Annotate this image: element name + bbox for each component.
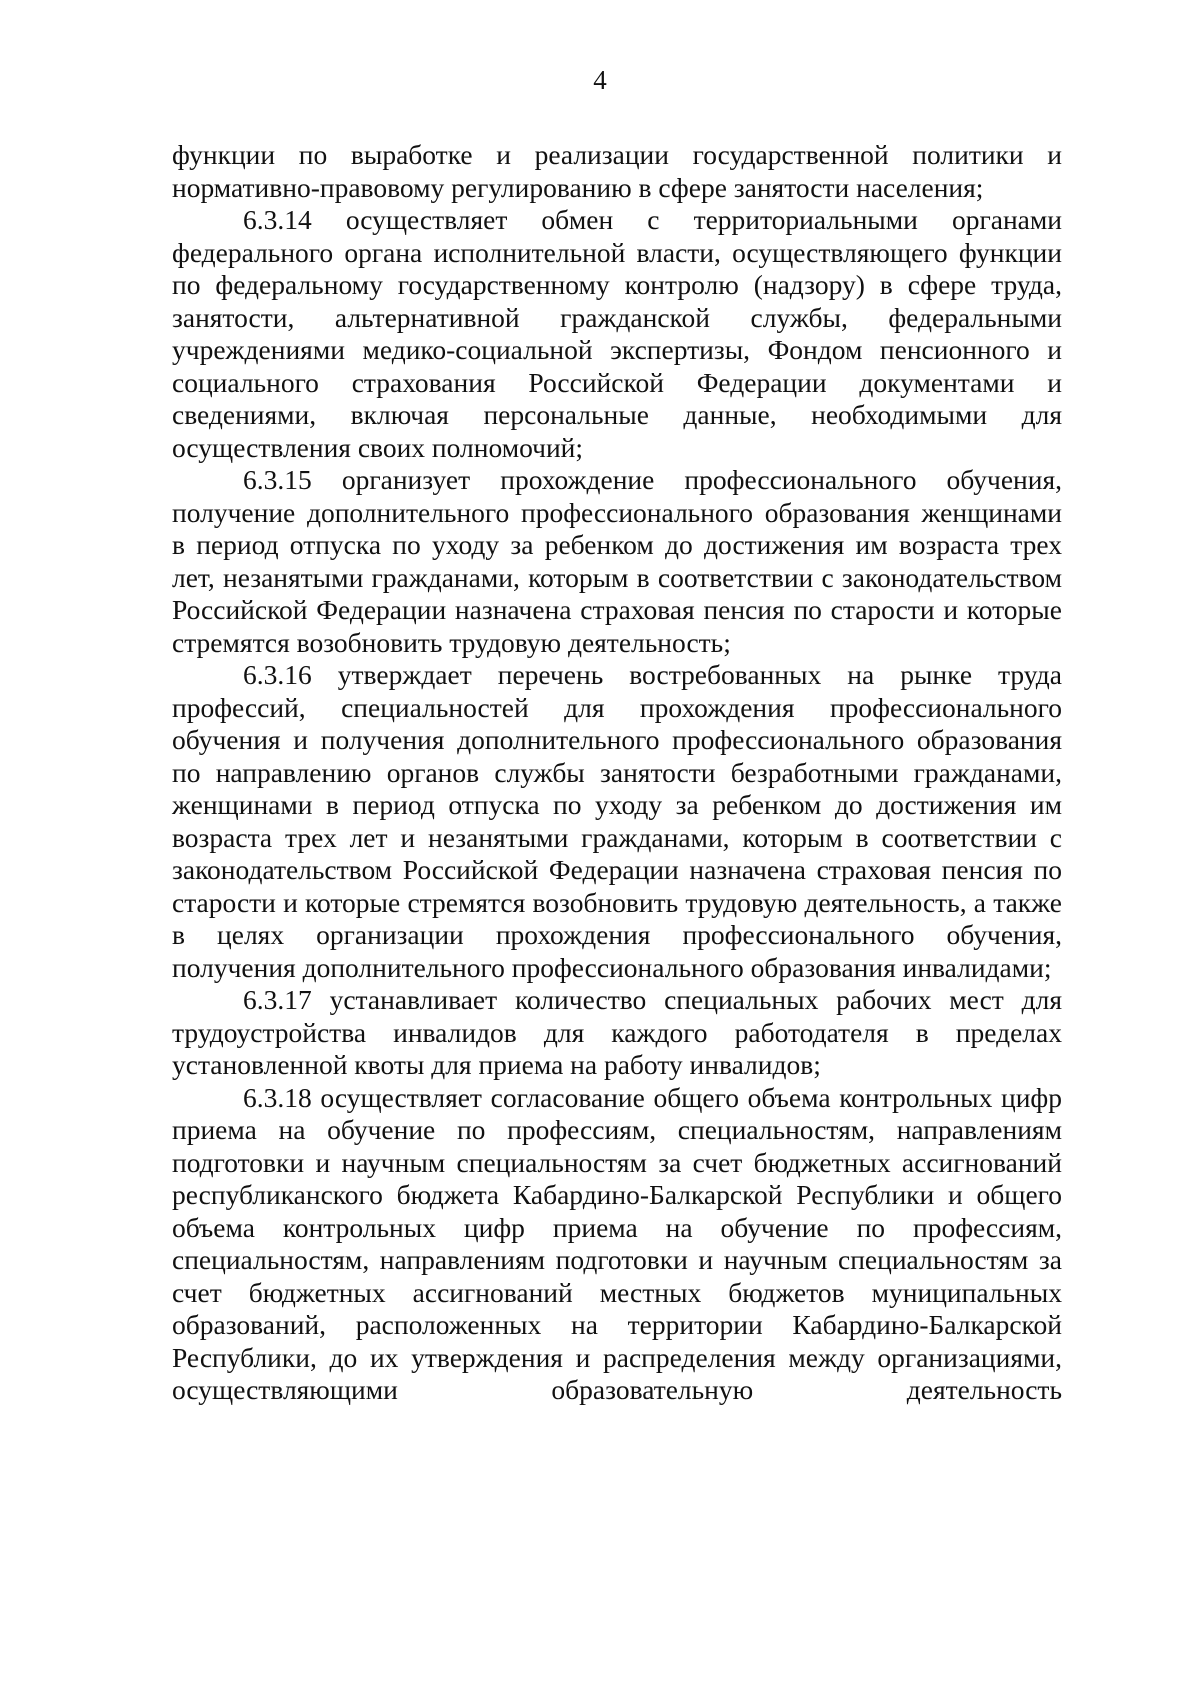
document-body: [172, 139, 1062, 1407]
paragraph-6-3-18: 6.3.18 осуществляет согласование общего объема контрольных цифр приема на обучение по профессиям, специальностям, направлениям подготовки и научным специальностям за счет бюджетных ассигнований республиканского бюджета Кабардино-Балкарской Республики и общего объема контрольных цифр приема на обучение по профессиям, специальностям, направлениям подготовки и научным специальностям за счет бюджетных ассигнований местных бюджетов муниципальных образований, расположенных на территории Кабардино-Балкарской Республики, до их утверждения и распределения между организациями, осуществляющими образовательную деятельность: [172, 1081, 1062, 1405]
paragraph-continuation: функции по выработке и реализации государственной политики и нормативно-правовому регулированию в сфере занятости населения;: [172, 139, 1062, 203]
paragraph-6-3-14: 6.3.14 осуществляет обмен с территориальными органами федерального органа исполнительной власти, осуществляющего функции по федеральному государственному контролю (надзору) в сфере труда, занятости, альтернативной гражданской службы, федеральными учреждениями медико-социальной экспертизы, Фондом пенсионного и социального страхования Российской Федерации документами и сведениями, включая персональные данные, необходимыми для осуществления своих полномочий;: [172, 204, 1062, 463]
paragraph-6-3-16: 6.3.16 утверждает перечень востребованных на рынке труда профессий, специальностей для прохождения профессионального обучения и получения дополнительного профессионального образования по направлению органов службы занятости безработными гражданами, женщинами в период отпуска по уходу за ребенком до достижения им возраста трех лет и незанятыми гражданами, которым в соответствии с законодательством Российской Федерации назначена страховая пенсия по старости и которые стремятся возобновить трудовую деятельность, а также в целях организации прохождения профессионального обучения, получения дополнительного профессионального образования инвалидами;: [172, 659, 1062, 983]
page-number: 4: [593, 65, 607, 95]
paragraph-6-3-15: 6.3.15 организует прохождение профессионального обучения, получение дополнительного профессионального образования женщинами в период отпуска по уходу за ребенком до достижения им возраста трех лет, незанятыми гражданами, которым в соответствии с законодательством Российской Федерации назначена страховая пенсия по старости и которые стремятся возобновить трудовую деятельность;: [172, 464, 1062, 658]
paragraph-6-3-17: 6.3.17 устанавливает количество специальных рабочих мест для трудоустройства инвалидов для каждого работодателя в пределах установленной квоты для приема на работу инвалидов;: [172, 984, 1062, 1080]
